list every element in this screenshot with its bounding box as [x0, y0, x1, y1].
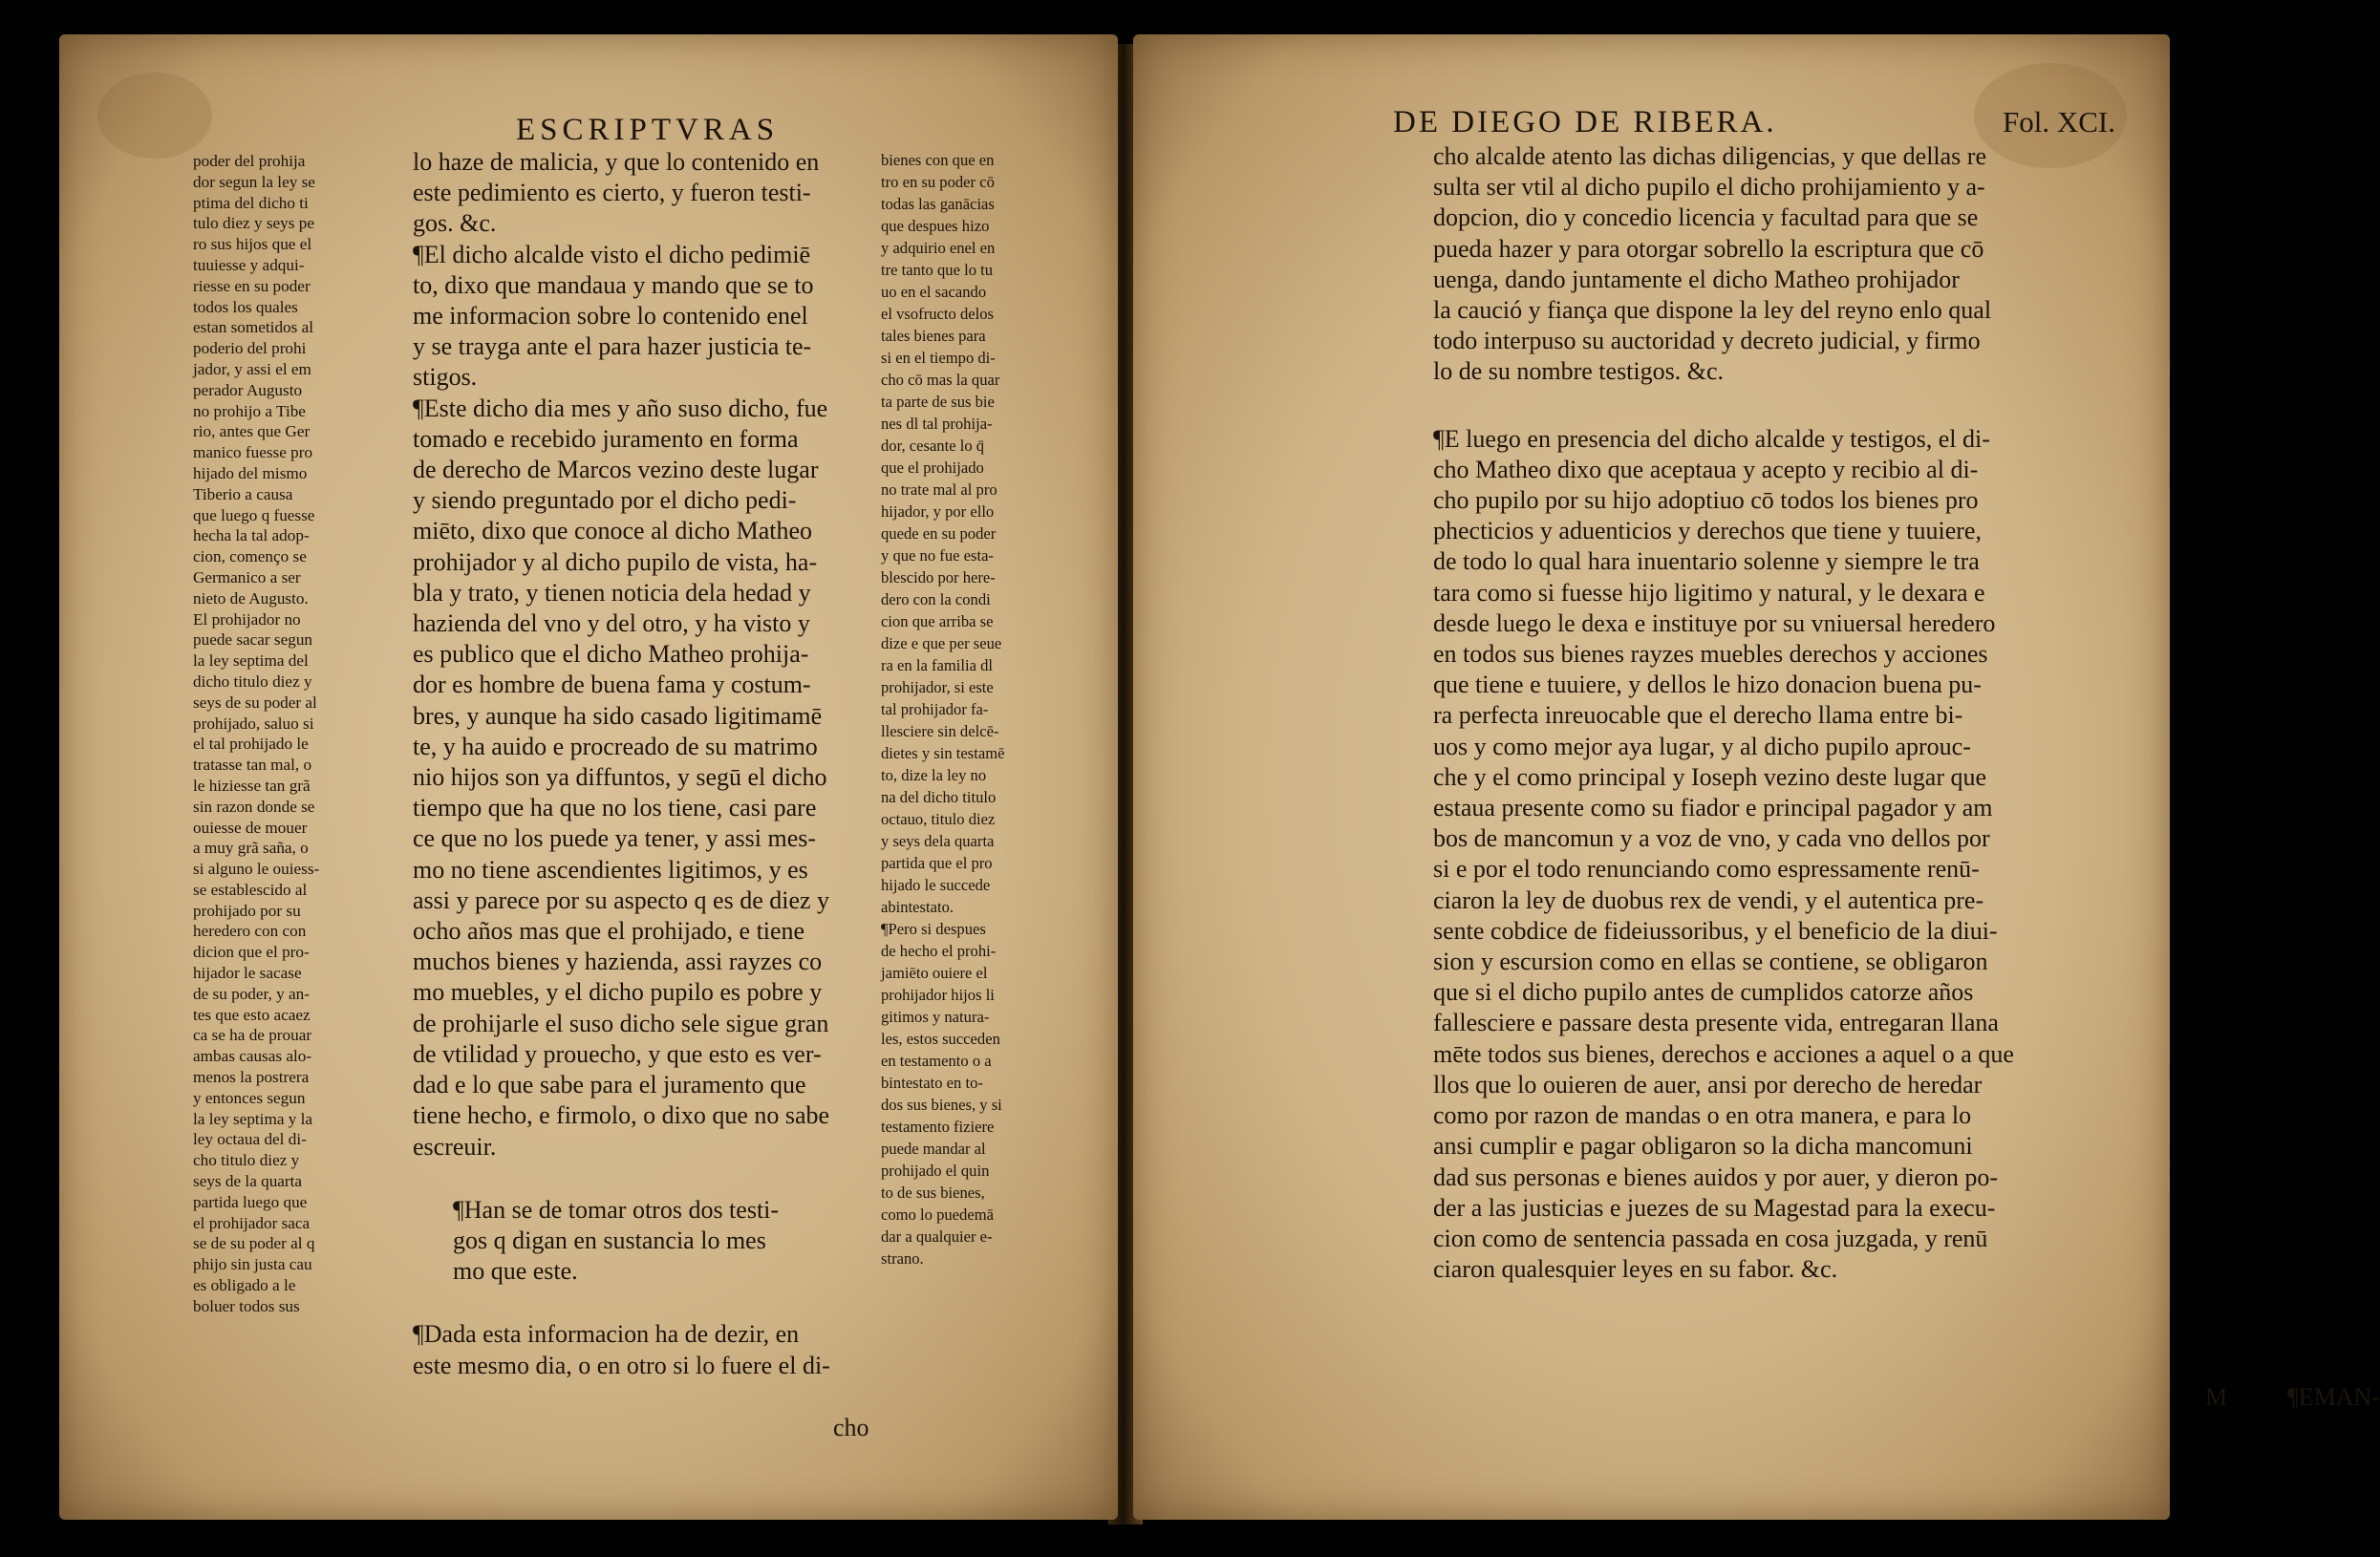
margin-note-line: el tal prohijado le — [193, 735, 309, 754]
margin-note-line: tro en su poder cō — [881, 173, 995, 191]
text-line: que si el dicho pupilo antes de cumplidos catorze años — [1433, 978, 1974, 1007]
text-line: uenga, dando juntamente el dicho Matheo prohijador — [1433, 265, 1960, 293]
text-line: cho Matheo dixo que aceptaua y acepto y recibio al di- — [1433, 455, 1979, 483]
margin-note-line: tre tanto que lo tu — [881, 261, 994, 279]
margin-note-line: seys de la quarta — [193, 1172, 303, 1191]
margin-note-line: que el prohijado — [881, 459, 984, 477]
signature-mark: M — [2205, 1383, 2228, 1411]
text-line: de vtilidad y prouecho, y que esto es ver- — [413, 1039, 822, 1068]
text-line: prohijador y al dicho pupilo de vista, ha- — [413, 547, 818, 576]
margin-note-line: el vsofructo delos — [881, 305, 994, 323]
margin-note-line: abintestato. — [881, 898, 954, 916]
margin-note-line: tulo diez y seys pe — [193, 214, 314, 233]
text-line: en todos sus bienes rayzes muebles derechos y acciones — [1433, 640, 1988, 669]
text-line: este mesmo dia, o en otro si lo fuere el di- — [413, 1351, 830, 1379]
margin-note-line: jamiēto ouiere el — [881, 964, 988, 982]
text-line: me informacion sobre lo contenido enel — [413, 302, 808, 331]
text-line: gos q digan en sustancia lo mes — [453, 1226, 766, 1254]
text-line: ¶Este dicho dia mes y año suso dicho, fue — [413, 394, 828, 422]
text-line: bres, y aunque ha sido casado ligitimamē — [413, 701, 823, 730]
text-line: escreuir. — [413, 1132, 497, 1161]
text-line: este pedimiento es cierto, y fueron testi- — [413, 179, 811, 207]
text-line: cion como de sentencia passada en cosa juzgada, y renū — [1433, 1224, 1988, 1252]
text-line: mo muebles, y el dicho pupilo es pobre y — [413, 978, 823, 1007]
left-page — [59, 34, 1118, 1520]
text-line: desde luego le dexa e instituye por su vniuersal heredero — [1433, 608, 1996, 637]
text-line: to, dixo que mandaua y mando que se to — [413, 270, 814, 299]
margin-note-line: dicion que el pro- — [193, 943, 310, 962]
right-page — [1133, 34, 2380, 1520]
margin-note-line: todas las ganācias — [881, 195, 995, 213]
text-line: uos y como mejor aya lugar, y al dicho pupilo aprouc- — [1433, 732, 1971, 760]
text-line: mo que este. — [453, 1257, 578, 1286]
margin-note-line: se establescido al — [193, 880, 308, 899]
text-line: cho pupilo por su hijo adoptiuo cō todos los bienes pro — [1433, 486, 1979, 515]
text-line: fallesciere e passare desta presente vida, entregaran llana — [1433, 1009, 1999, 1037]
margin-note-line: la ley septima y la — [193, 1109, 313, 1128]
margin-note-line: y seys dela quarta — [881, 832, 995, 850]
margin-note-line: to, dize la ley no — [881, 766, 987, 784]
margin-note-line: ta parte de sus bie — [881, 393, 995, 411]
text-line: ciaron qualesquier leyes en su fabor. &c. — [1433, 1255, 1838, 1284]
margin-note-line: dos sus bienes, y si — [881, 1096, 1002, 1114]
margin-note-line: el prohijador saca — [193, 1213, 311, 1232]
text-line: gos. &c. — [413, 209, 497, 238]
margin-note-line: hijador, y por ello — [881, 502, 995, 521]
margin-note-line: tuuiesse y adqui- — [193, 255, 305, 274]
text-line: ¶El dicho alcalde visto el dicho pedimiē — [413, 240, 811, 268]
margin-note-line: rio, antes que Ger — [193, 422, 311, 441]
margin-note-line: si alguno le ouiess- — [193, 860, 320, 879]
margin-note-line: tales bienes para — [881, 327, 986, 345]
margin-note-line: prohijado el quin — [881, 1162, 990, 1180]
text-line: lo de su nombre testigos. &c. — [1433, 357, 1725, 386]
text-line: dad e lo que sabe para el juramento que — [413, 1071, 806, 1099]
margin-note-line: puede mandar al — [881, 1140, 986, 1158]
text-line: tiene hecho, e firmolo, o dixo que no sabe — [413, 1101, 830, 1130]
margin-note-line: ley octaua del di- — [193, 1130, 307, 1149]
margin-note-line: testamento fiziere — [881, 1118, 995, 1136]
margin-note-line: quede en su poder — [881, 524, 997, 543]
text-line: de derecho de Marcos vezino deste lugar — [413, 456, 819, 484]
folio-number: Fol. XCI. — [2003, 105, 2115, 139]
margin-note-line: seys de su poder al — [193, 693, 317, 712]
text-line: mēte todos sus bienes, derechos e acciones a aquel o a que — [1433, 1039, 2014, 1068]
text-line: ansi cumplir e pagar obligaron so la dicha mancomuni — [1433, 1132, 1973, 1161]
margin-note-line: en testamento o a — [881, 1052, 992, 1070]
text-line: ciaron la ley de duobus rex de vendi, y el autentica pre- — [1433, 885, 1984, 914]
margin-note-line: na del dicho titulo — [881, 788, 997, 806]
margin-note-line: se de su poder al q — [193, 1234, 315, 1253]
margin-note-line: ¶Pero si despues — [881, 920, 986, 938]
margin-note-line: poderio del prohi — [193, 339, 307, 358]
text-line: tara como si fuesse hijo ligitimo y natural, y le dexara e — [1433, 578, 1985, 607]
margin-note-line: puede sacar segun — [193, 630, 313, 650]
text-line: hazienda del vno y del otro, y ha visto y — [413, 609, 810, 638]
margin-note-line: partida luego que — [193, 1192, 308, 1211]
margin-note-line: boluer todos sus — [193, 1296, 300, 1315]
margin-note-line: jador, y assi el em — [193, 359, 311, 378]
text-line: dad sus personas e bienes auidos y por auer, y dieron po- — [1433, 1162, 1999, 1191]
margin-note-line: octauo, titulo diez — [881, 810, 996, 828]
text-line: der a las justicias e juezes de su Magestad para la execu- — [1433, 1193, 1996, 1222]
margin-note-line: blescido por here- — [881, 568, 996, 587]
text-line: de prohijarle el suso dicho sele sigue gran — [413, 1009, 829, 1037]
text-line: pueda hazer y para otorgar sobrello la escriptura que cō — [1433, 234, 1984, 263]
margin-note-line: la ley septima del — [193, 651, 309, 671]
margin-note-line: heredero con con — [193, 922, 307, 941]
right-main-text — [1433, 141, 2045, 1285]
margin-note-line: dor segun la ley se — [193, 172, 315, 191]
margin-note-line: sin razon donde se — [193, 797, 315, 816]
margin-note-line: cion, començo se — [193, 547, 307, 566]
margin-note-line: poder del prohija — [193, 152, 306, 170]
text-line: y se trayga ante el para hazer justicia te- — [413, 332, 812, 361]
margin-note-line: como lo puedemā — [881, 1205, 994, 1224]
text-line: muchos bienes y hazienda, assi rayzes co — [413, 948, 823, 976]
margin-note-line: ca se ha de prouar — [193, 1026, 312, 1045]
margin-note-line: a muy grã saña, o — [193, 839, 309, 858]
margin-note-line: phijo sin justa cau — [193, 1255, 312, 1274]
margin-note-line: cion que arriba se — [881, 612, 994, 630]
margin-note-line: to de sus bienes, — [881, 1184, 985, 1202]
margin-note-line: les, estos succeden — [881, 1030, 1000, 1048]
margin-note-line: que luego q fuesse — [193, 505, 315, 524]
margin-note-line: prohijador hijos li — [881, 986, 995, 1004]
right-catchword: ¶EMAN- — [2287, 1383, 2380, 1411]
right-main-paragraph-2 — [1433, 424, 2045, 1286]
margin-note-line: prohijador, si este — [881, 678, 994, 696]
margin-note-line: tratasse tan mal, o — [193, 756, 312, 775]
text-line: dopcion, dio y concedio licencia y facultad para que se — [1433, 203, 1979, 232]
text-line: te, y ha auido e procreado de su matrimo — [413, 732, 818, 760]
margin-note-line: hijado del mismo — [193, 463, 308, 482]
margin-note-line: ro sus hijos que el — [193, 235, 312, 254]
margin-note-line: Germanico a ser — [193, 567, 301, 587]
text-line: ocho años mas que el prohijado, e tiene — [413, 917, 805, 946]
margin-note-line: perador Augusto — [193, 380, 303, 399]
text-line: che y el como principal y Ioseph vezino deste lugar que — [1433, 762, 1987, 791]
margin-note-line: tal prohijador fa- — [881, 700, 989, 718]
text-line: miēto, dixo que conoce al dicho Matheo — [413, 517, 813, 545]
text-line: lo haze de malicia, y que lo contenido en — [413, 148, 820, 176]
margin-note-line: tes que esto acaez — [193, 1005, 311, 1024]
text-line: assi y parece por su aspecto q es de diez y — [413, 885, 830, 914]
text-line: y siendo preguntado por el dicho pedi- — [413, 486, 797, 515]
text-line: stigos. — [413, 363, 478, 392]
left-inner-margin-note — [881, 149, 1101, 1269]
text-line: ¶Han se de tomar otros dos testi- — [453, 1195, 780, 1224]
margin-note-line: dicho titulo diez y — [193, 672, 312, 691]
margin-note-line: nieto de Augusto. — [193, 588, 309, 608]
text-line: llos que lo ouieren de auer, ansi por derecho de heredar — [1433, 1070, 1983, 1098]
margin-note-line: El prohijador no — [193, 609, 301, 629]
text-line: ¶E luego en presencia del dicho alcalde y testigos, el di- — [1433, 424, 1990, 453]
text-line: es publico que el dicho Matheo prohija- — [413, 640, 809, 669]
margin-note-line: si en el tiempo di- — [881, 349, 996, 367]
text-line: sion y escursion como en ellas se contiene, se obligaron — [1433, 948, 1988, 976]
text-line: mo no tiene ascendientes ligitimos, y es — [413, 855, 808, 884]
right-running-head: DE DIEGO DE RIBERA. — [1393, 105, 1777, 139]
margin-note-line: y entonces segun — [193, 1088, 306, 1107]
text-line: sente cobdice de fideiussoribus, y el beneficio de la diui- — [1433, 916, 1998, 945]
text-line: estaua presente como su fiador e principal pagador y am — [1433, 794, 1993, 822]
margin-note-line: hecha la tal adop- — [193, 526, 310, 545]
text-line: nio hijos son ya diffuntos, y segū el dicho — [413, 763, 827, 792]
left-main-text — [413, 147, 852, 1381]
text-line: todo interpuso su auctoridad y decreto judicial, y firmo — [1433, 327, 1981, 355]
margin-note-line: hijador le sacase — [193, 964, 302, 983]
margin-note-line: bienes con que en — [881, 151, 995, 169]
margin-note-line: dar a qualquier e- — [881, 1227, 993, 1246]
text-line: ra perfecta inreuocable que el derecho llama entre bi- — [1433, 701, 1963, 730]
right-main-paragraph-1 — [1433, 141, 2045, 388]
text-line: si e por el todo renunciando como espressamente renū- — [1433, 855, 1980, 884]
margin-note-line: cho titulo diez y — [193, 1151, 300, 1170]
margin-note-line: es obligado a le — [193, 1276, 296, 1295]
text-line: que tiene e tuuiere, y dellos le hizo donacion buena pu- — [1433, 671, 1982, 699]
margin-note-line: bintestato en to- — [881, 1074, 983, 1092]
margin-note-line: menos la postrera — [193, 1068, 310, 1087]
text-line: como por razon de mandas o en otra manera, e para lo — [1433, 1101, 1972, 1130]
margin-note-line: y adquirio enel en — [881, 239, 996, 257]
text-line: tomado e recebido juramento en forma — [413, 424, 799, 453]
margin-note-line: llesciere sin delcē- — [881, 722, 999, 740]
text-line: bos de mancomun y a voz de vno, y cada vno dellos por — [1433, 824, 1990, 853]
margin-note-line: dize e que per seue — [881, 634, 1002, 652]
margin-note-line: riesse en su poder — [193, 276, 311, 295]
text-line: tiempo que ha que no los tiene, casi pare — [413, 794, 817, 822]
text-line: sulta ser vtil al dicho pupilo el dicho prohijamiento y a- — [1433, 173, 1985, 202]
text-line: bla y trato, y tienen noticia dela hedad y — [413, 578, 811, 607]
margin-note-line: no prohijo a Tibe — [193, 401, 306, 420]
left-catchword: cho — [833, 1414, 869, 1441]
margin-note-line: dero con la condi — [881, 590, 991, 608]
margin-note-line: que despues hizo — [881, 217, 990, 235]
margin-note-line: ra en la familia dl — [881, 656, 994, 674]
left-main-paragraphs — [413, 147, 852, 1162]
text-line: phecticios y aduenticios y derechos que tiene y tuuiere, — [1433, 517, 1982, 545]
margin-note-line: de hecho el prohi- — [881, 942, 997, 960]
text-line: de todo lo qual hara inuentario solenne y siempre le tra — [1433, 547, 1980, 576]
margin-note-line: ambas causas alo- — [193, 1047, 312, 1066]
text-line: ¶Dada esta informacion ha de dezir, en — [413, 1320, 800, 1349]
margin-note-line: dietes y sin testamē — [881, 744, 1005, 762]
margin-note-line: prohijado, saluo si — [193, 714, 314, 733]
margin-note-line: ouiesse de mouer — [193, 818, 308, 837]
margin-note-line: prohijado por su — [193, 901, 301, 920]
margin-note-line: estan sometidos al — [193, 318, 314, 337]
margin-note-line: todos los quales — [193, 297, 298, 316]
text-line: cho alcalde atento las dichas diligencias, y que dellas re — [1433, 142, 1986, 170]
margin-note-line: y que no fue esta- — [881, 546, 994, 565]
margin-note-line: Tiberio a causa — [193, 484, 293, 503]
margin-note-line: de su poder, y an- — [193, 984, 310, 1003]
left-running-head: ESCRIPTVRAS — [516, 113, 780, 147]
book-spread — [36, 34, 2380, 1525]
margin-note-line: nes dl tal prohija- — [881, 415, 993, 433]
left-main-note-paragraph — [413, 1195, 852, 1288]
margin-note-line: hijado le succede — [881, 876, 991, 894]
text-line: dor es hombre de buena fama y costum- — [413, 671, 811, 699]
margin-note-line: le hiziesse tan grã — [193, 776, 311, 795]
text-line: la caució y fiança que dispone la ley del reyno enlo qual — [1433, 296, 1992, 325]
margin-note-line: ptima del dicho ti — [193, 193, 309, 212]
margin-note-line: cho cō mas la quar — [881, 371, 1000, 389]
margin-note-line: no trate mal al pro — [881, 480, 997, 499]
margin-note-line: dor, cesante lo q̄ — [881, 437, 985, 455]
margin-note-line: gitimos y natura- — [881, 1008, 990, 1026]
margin-note-line: manico fuesse pro — [193, 443, 313, 462]
text-line: ce que no los puede ya tener, y assi mes- — [413, 824, 817, 853]
paper-stain — [97, 73, 212, 159]
margin-note-line: partida que el pro — [881, 854, 993, 872]
left-margin-note — [193, 151, 367, 1317]
left-main-final-paragraph — [413, 1319, 852, 1380]
margin-note-line: strano. — [881, 1249, 924, 1268]
margin-note-line: uo en el sacando — [881, 283, 987, 301]
